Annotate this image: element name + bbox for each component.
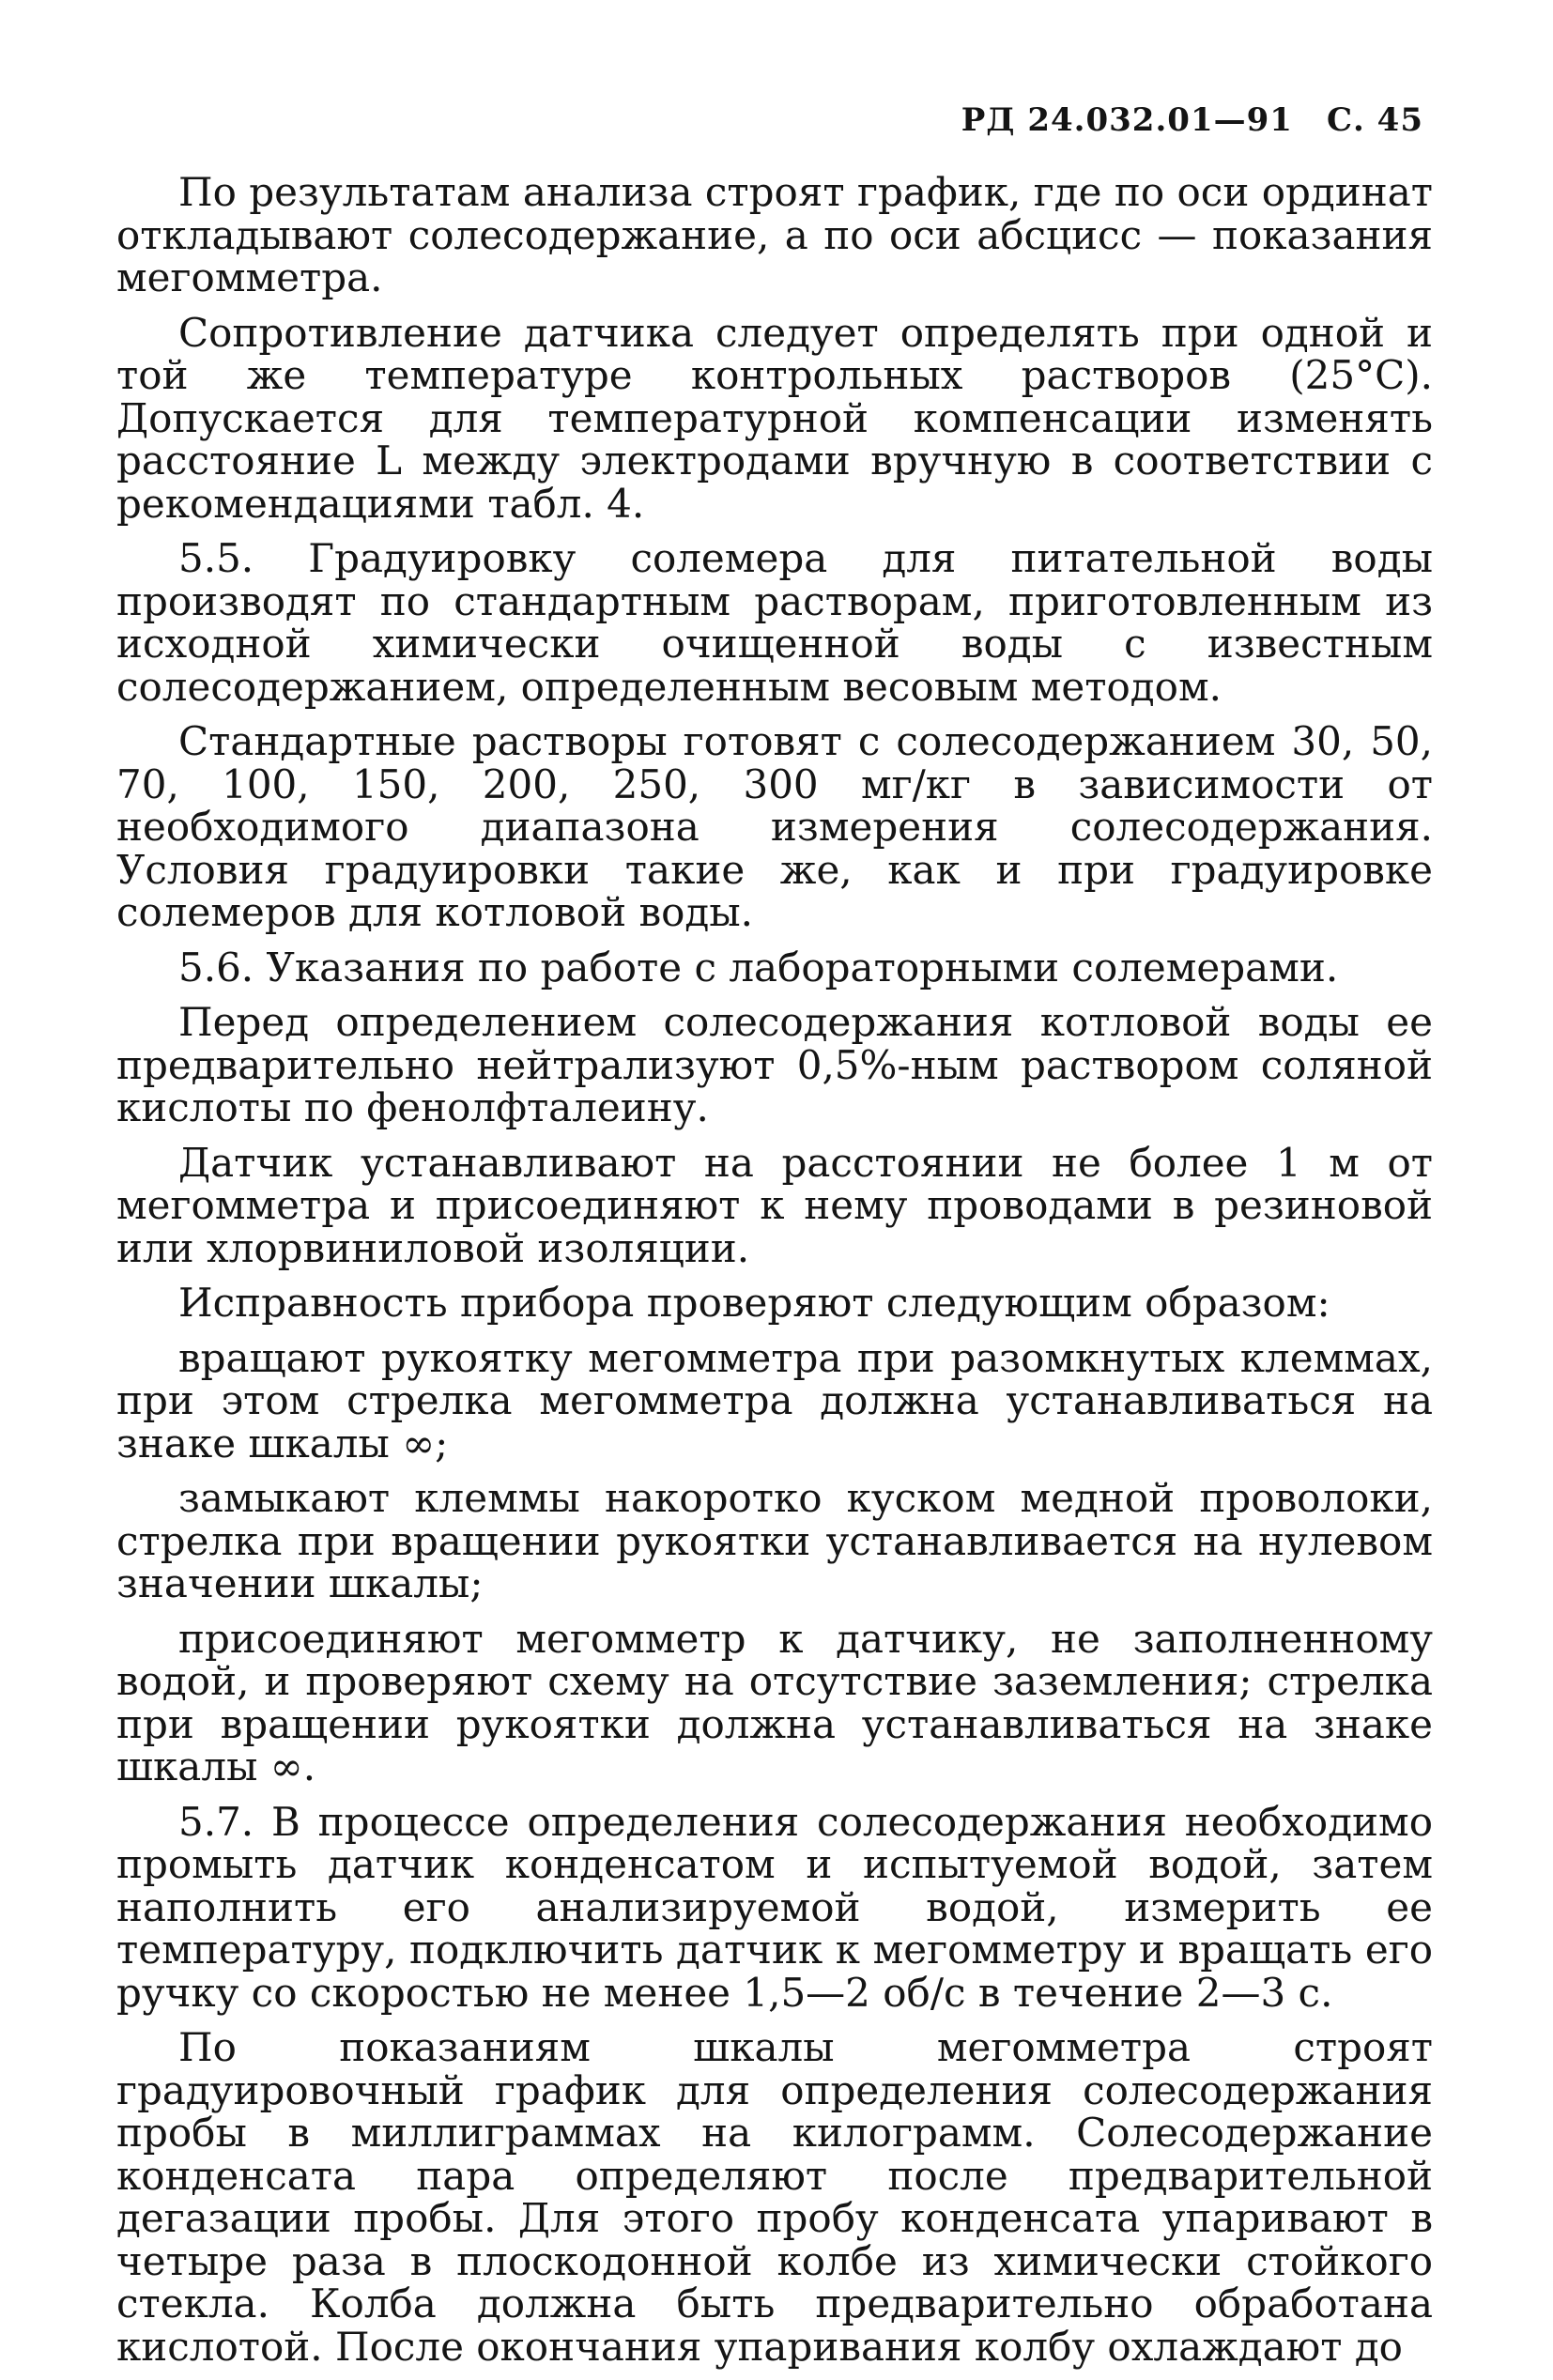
paragraph-check-intro: Исправность прибора проверяют следующим образом: [178,1280,1330,1326]
document-code: РД 24.032.01—91 [961,101,1293,139]
page-number: С. 45 [1326,101,1423,139]
paragraph-neutralization: Перед определением солесодержания котловой воды ее предварительно нейтрализуют 0,5%-ным раствором соляной кислоты по фенолфталеину. [116,999,1433,1130]
paragraph-section-5-7: 5.7. В процессе определения солесодержания необходимо промыть датчик конденсатом и испытуемой водой, затем наполнить его анализируемой водой, измерить ее температуру, подключить датчик к мегомметру и вращать его ручку со скоростью не менее 1,5—2 об/с в течение 2—3 с. [116,1798,1433,2016]
paragraph-section-5-5: 5.5. Градуировку солемера для питательной воды производят по стандартным растворам, приготовленным из исходной химически очищенной воды с известным солесодержанием, определенным весовым методом. [116,535,1433,710]
paragraph-check-open-clamps: вращают рукоятку мегомметра при разомкнутых клеммах, при этом стрелка мегомметра должна устанавливаться на знаке шкалы ∞; [116,1334,1433,1466]
paragraph-sensor-placement: Датчик устанавливают на расстоянии не более 1 м от мегомметра и присоединяют к нему проводами в резиновой или хлорвиниловой изоляции. [116,1139,1433,1271]
paragraph-check-grounding: присоединяют мегомметр к датчику, не заполненному водой, и проверяют схему на отсутствие заземления; стрелка при вращении рукоятки должна устанавливаться на знаке шкалы ∞. [116,1615,1433,1789]
paragraph-graph-construction: По результатам анализа строят график, где по оси ординат откладывают солесодержание, а по оси абсцисс — показания мегомметра. [116,169,1433,300]
paragraph-check-short-circuit: замыкают клеммы накоротко куском медной проволоки, стрелка при вращении рукоятки устанавливается на нулевом значении шкалы; [116,1475,1433,1606]
paragraph-calibration-graph: По показаниям шкалы мегомметра строят градуировочный график для определения солесодержания пробы в миллиграммах на килограмм. Солесодержание конденсата пара определяют после предварительной дегазации пробы. Для этого пробу конденсата упаривают в четыре раза в плоскодонной колбе из химически стойкого стекла. Колба должна быть предварительно обработана кислотой. После окончания упаривания колбу охлаждают до [116,2024,1433,2370]
paragraph-standard-solutions: Стандартные растворы готовят с солесодержанием 30, 50, 70, 100, 150, 200, 250, 300 мг/кг в зависимости от необходимого диапазона измерения солесодержания. Условия градуировки такие же, как и при градуировке солемеров для котловой воды. [116,718,1433,935]
paragraph-section-5-6: 5.6. Указания по работе с лабораторными солемерами. [178,944,1339,990]
body-text [116,171,1433,2380]
page-header [961,101,1423,139]
paragraph-sensor-resistance: Сопротивление датчика следует определять при одной и той же температуре контрольных растворов (25°С). Допускается для температурной компенсации изменять расстояние L между электродами вручную в соответствии с рекомендациями табл. 4. [116,309,1433,527]
